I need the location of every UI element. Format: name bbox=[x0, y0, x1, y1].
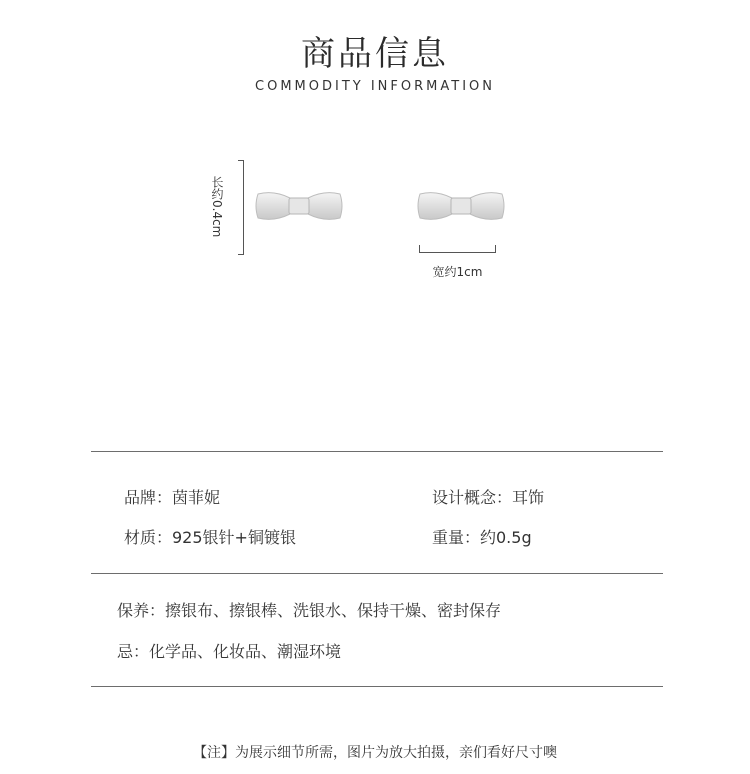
bow-earring-left bbox=[254, 186, 344, 226]
divider-bottom bbox=[91, 686, 663, 687]
width-label: 宽约1cm bbox=[432, 265, 483, 279]
footer-note: 【注】为展示细节所需，图片为放大拍摄，亲们看好尺寸噢 bbox=[193, 745, 557, 761]
bow-earring-right bbox=[416, 186, 506, 226]
spec-concept: 设计概念：耳饰 bbox=[432, 488, 545, 507]
length-label: 长约0.4cm bbox=[210, 176, 224, 238]
width-dimension-cap-left bbox=[419, 245, 420, 253]
length-dimension-cap-bottom bbox=[238, 254, 244, 255]
spec-brand: 品牌：茵菲妮 bbox=[124, 488, 221, 507]
divider-top bbox=[91, 451, 663, 452]
divider-middle bbox=[91, 573, 663, 574]
spec-weight: 重量：约0.5g bbox=[432, 528, 532, 547]
page-subtitle: COMMODITY INFORMATION bbox=[255, 79, 495, 94]
width-dimension-cap-right bbox=[495, 245, 496, 253]
length-dimension-cap-top bbox=[238, 160, 244, 161]
width-dimension-line bbox=[419, 252, 496, 253]
spec-material: 材质：925银针+铜镀银 bbox=[124, 528, 296, 547]
page-title: 商品信息 bbox=[301, 34, 449, 74]
care-maintenance: 保养：擦银布、擦银棒、洗银水、保持干燥、密封保存 bbox=[117, 601, 502, 620]
length-dimension-line bbox=[243, 160, 244, 255]
care-avoid: 忌：化学品、化妆品、潮湿环境 bbox=[117, 642, 342, 661]
